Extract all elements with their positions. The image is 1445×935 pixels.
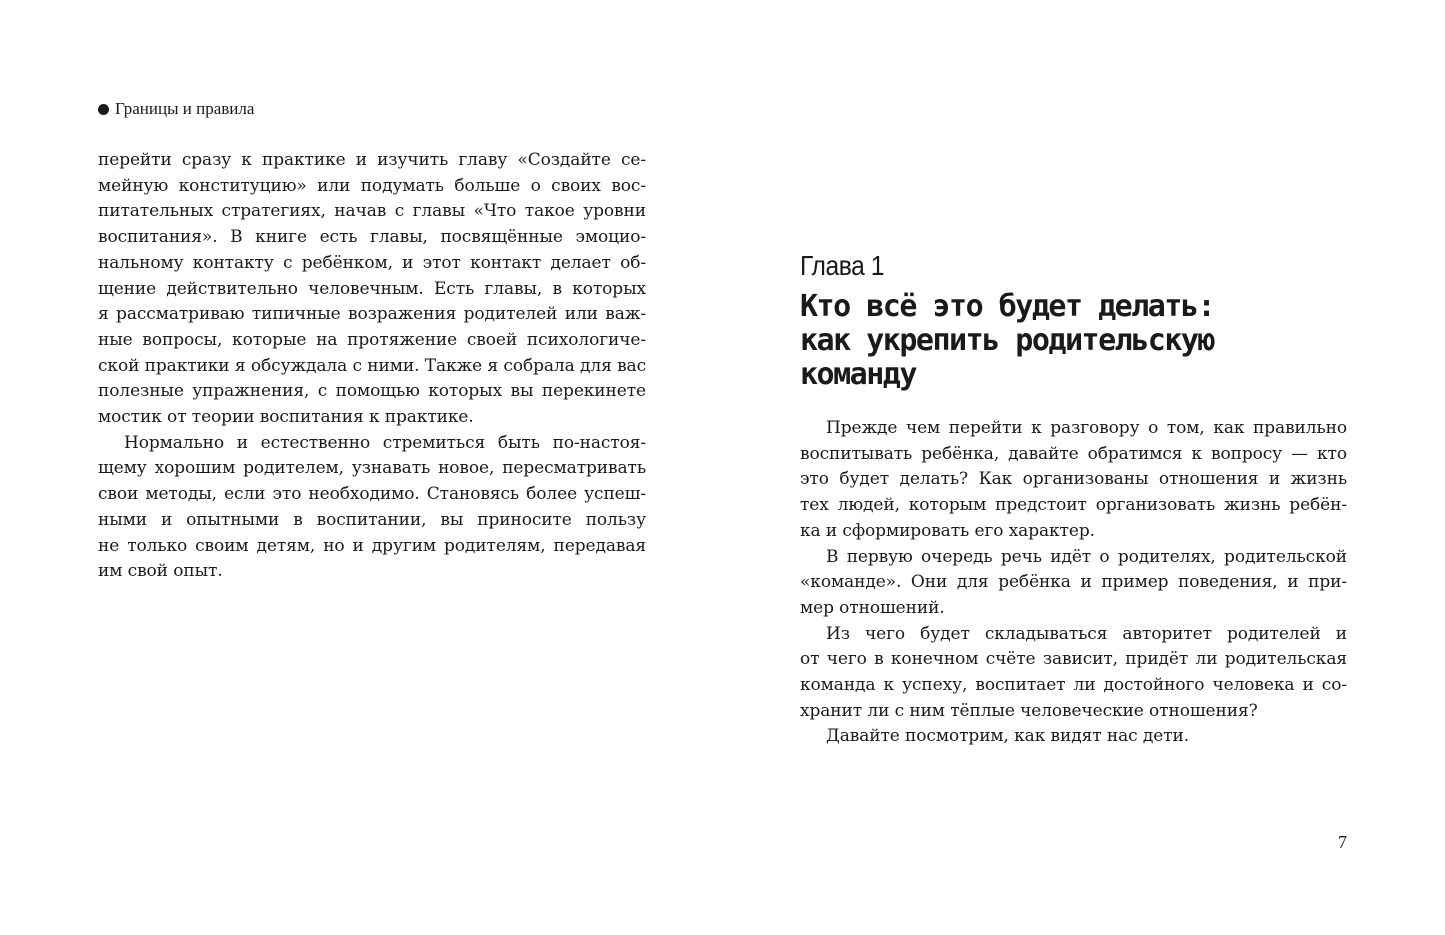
chapter-label: Глава 1 bbox=[800, 250, 885, 281]
chapter-title bbox=[800, 290, 1360, 392]
page-number: 7 bbox=[1338, 832, 1347, 852]
left-page-text bbox=[98, 148, 646, 585]
text-line: Прежде чем перейти к разговору о том, как правильно bbox=[826, 418, 1347, 438]
text-line: щему хорошим родителем, узнавать новое, пересматривать bbox=[98, 458, 646, 479]
running-head-title: Границы и правила bbox=[115, 99, 255, 118]
text-line: ка и сформировать его характер. bbox=[800, 520, 1095, 541]
text-line: команда к успеху, воспитает ли достойного человека и со- bbox=[800, 675, 1347, 696]
chapter-title-line: как укрепить родительскую bbox=[800, 323, 1215, 358]
right-page-text bbox=[800, 416, 1347, 750]
text-line: я рассматриваю типичные возражения родителей или важ- bbox=[98, 304, 646, 325]
text-line: Из чего будет складываться авторитет родителей и bbox=[826, 623, 1347, 644]
text-line: перейти сразу к практике и изучить главу «Создайте се- bbox=[98, 150, 646, 170]
text-line: ные вопросы, которые на протяжение своей психологиче- bbox=[98, 329, 646, 350]
text-line: Давайте посмотрим, как видят нас дети. bbox=[826, 726, 1190, 747]
text-line: воспитания». В книге есть главы, посвящённые эмоцио- bbox=[98, 227, 646, 248]
bullet-icon bbox=[98, 104, 109, 115]
text-line: В первую очередь речь идёт о родителях, родительской bbox=[826, 546, 1347, 567]
text-line: не только своим детям, но и другим родителям, передавая bbox=[98, 535, 646, 556]
chapter-title-line: команду bbox=[800, 357, 916, 392]
text-line: свои методы, если это необходимо. Становясь более успеш- bbox=[98, 484, 646, 505]
text-line: это будет делать? Как организованы отношения и жизнь bbox=[800, 469, 1347, 490]
text-line: мейную конституцию» или подумать больше о своих вос- bbox=[98, 175, 646, 196]
text-line: тех людей, которым предстоит организовать жизнь ребён- bbox=[800, 495, 1347, 516]
text-line: полезные упражнения, с помощью которых вы перекинете bbox=[98, 381, 646, 402]
running-head bbox=[98, 99, 254, 119]
text-line: мер отношений. bbox=[800, 597, 945, 618]
text-line: питательных стратегиях, начав с главы «Что такое уровни bbox=[98, 201, 646, 222]
chapter-title-line: Кто всё это будет делать: bbox=[800, 289, 1215, 324]
text-line: хранит ли с ним тёплые человеческие отношения? bbox=[800, 700, 1258, 721]
text-line: мостик от теории воспитания к практике. bbox=[98, 407, 474, 428]
text-line: им свой опыт. bbox=[98, 561, 223, 582]
text-line: Нормально и естественно стремиться быть по-настоя- bbox=[124, 432, 646, 453]
text-line: нальному контакту с ребёнком, и этот контакт делает об- bbox=[98, 252, 646, 273]
text-line: щение действительно человечным. Есть главы, в которых bbox=[98, 278, 646, 299]
text-line: «команде». Они для ребёнка и пример поведения, и при- bbox=[800, 572, 1347, 593]
text-line: от чего в конечном счёте зависит, придёт ли родительская bbox=[800, 649, 1347, 670]
text-line: воспитывать ребёнка, давайте обратимся к вопросу — кто bbox=[800, 443, 1347, 464]
text-line: ными и опытными в воспитании, вы приносите пользу bbox=[98, 509, 646, 530]
text-line: ской практики я обсуждала с ними. Также я собрала для вас bbox=[98, 355, 646, 376]
